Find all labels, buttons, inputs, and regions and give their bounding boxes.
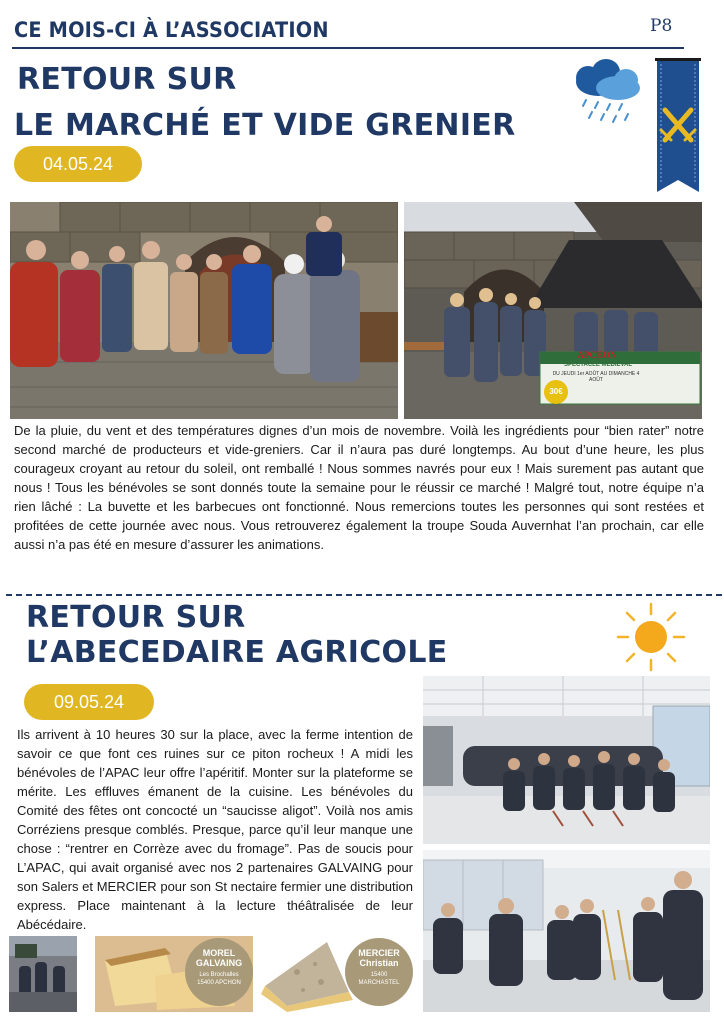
- header-divider: [12, 47, 684, 49]
- partner-name-line1: MOREL: [202, 948, 236, 958]
- medieval-banner-icon: [655, 58, 701, 192]
- partner-address-line2: MARCHASTEL: [358, 980, 400, 986]
- sun-icon: [614, 600, 688, 674]
- section2-title-line1: RETOUR SUR: [26, 600, 246, 635]
- cheese-distribution-photo: [9, 936, 77, 1012]
- hall-audience-photo: [423, 676, 710, 844]
- stall-banner-title: APCHON: [577, 350, 617, 360]
- section1-title-line2: LE MARCHÉ ET VIDE GRENIER: [14, 108, 516, 143]
- theatrical-reading-photo: [423, 850, 710, 1012]
- section1-date-badge: 04.05.24: [14, 146, 142, 182]
- section2-title-line2: L’ABECEDAIRE AGRICOLE: [26, 635, 448, 670]
- page-number: P8: [650, 16, 673, 36]
- stall-banner-price: 30€: [544, 380, 568, 404]
- partner-name-line1: MERCIER: [358, 948, 400, 958]
- partner-name-line2: GALVAING: [195, 958, 243, 968]
- partner-badge-galvaing: [185, 938, 253, 1006]
- stall-banner-dates: DU JEUDI 1er AOÛT AU DIMANCHE 4 AOÛT: [552, 371, 640, 383]
- partner-address-line1: Les Brochalles: [199, 972, 239, 978]
- section1-paragraph: De la pluie, du vent et des températures dignes d’un mois de novembre. Voilà les ingrédients pour “bien rater” notre second marché de producteurs et vide-greniers. Car il n’aura pas duré longtemps. Au bout d’une heure, les plus courageux croyant au retour du soleil, ont remballé ! Nous sommes navrés pour eux ! Mais surement pas autant que nous ! Tous les bénévoles se sont donnés toute la semaine pour le réussir ce marché ! Malgré tout, notre équipe n’a rien lâché : La buvette et les barbecues ont fonctionné. Nous remercions toutes les personnes qui sont restées et profitées de cette journée avec nous. Vous retrouverez également la troupe Souda Auvernhat l’an prochain, car elle aussi n’a pas été en mesure d’assurer les animations.: [14, 423, 704, 552]
- partner-name-line2: Christian: [359, 958, 399, 968]
- section-header-title: CE MOIS-CI À L’ASSOCIATION: [14, 18, 329, 42]
- section2-date-badge: 09.05.24: [24, 684, 154, 720]
- section2-paragraph: Ils arrivent à 10 heures 30 sur la place, avec la ferme intention de savoir ce que font ces ruines sur ce piton rocheux ! A midi les bénévoles de l’APAC leur offre l’apéritif. Monter sur la plateforme se mérite. Les effluves émanent de la cuisine. Les bénévoles du Comité des fêtes ont concocté un “saucisse aligot”. Voilà nos amis Corréziens presque comblés. Presque, parce qu’il leur manque une chose : “rentrer en Corrèze avec du fromage”. Pas de soucis pour L’APAC, qui avait organisé avec nos 2 partenaires GALVAING pour son Salers et MERCIER pour son St nectaire fermier une distribution express. Place maintenant à la lecture théâtralisée de leur Abécédaire.: [17, 727, 413, 932]
- section1-title-line1: RETOUR SUR: [17, 62, 237, 97]
- market-stall-photo: [404, 202, 702, 419]
- medieval-troupe-photo: [10, 202, 398, 419]
- stall-banner-subtitle: SPECTACLE MEDIEVAL: [563, 362, 633, 368]
- partner-badge-mercier: [345, 938, 413, 1006]
- rain-cloud-icon: [568, 56, 648, 128]
- section-divider: [6, 594, 722, 596]
- partner-address-line2: 15400 APCHON: [197, 980, 241, 986]
- partner-address-line1: 15400: [370, 972, 388, 978]
